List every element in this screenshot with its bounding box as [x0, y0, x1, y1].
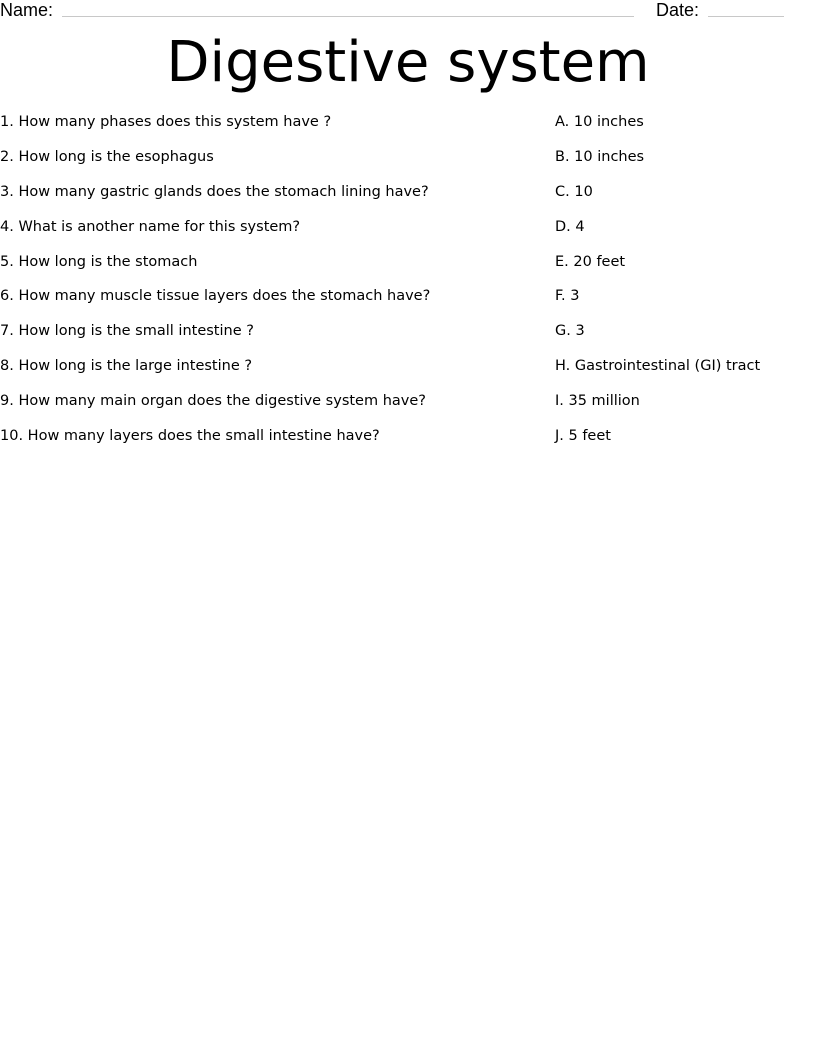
question-text: 3. How many gastric glands does the stomach lining have?: [0, 183, 429, 200]
list-item: [0, 356, 816, 391]
worksheet-header: [0, 0, 816, 22]
page-title: Digestive system: [166, 30, 650, 95]
question-text: 6. How many muscle tissue layers does the stomach have?: [0, 288, 431, 305]
list-item: [0, 112, 816, 147]
question-text: 1. How many phases does this system have ?: [0, 114, 332, 130]
question-text: 10. How many layers does the small intestine have?: [0, 428, 380, 445]
matching-list: [0, 112, 816, 461]
date-label: Date:: [656, 0, 700, 20]
list-item: [0, 147, 816, 182]
list-item: [0, 252, 816, 287]
question-text: 5. How long is the stomach: [0, 253, 198, 270]
answer-option: E. 20 feet: [555, 253, 626, 270]
answer-option: I. 35 million: [555, 393, 640, 410]
list-item: [0, 426, 816, 461]
answer-option: A. 10 inches: [555, 114, 644, 130]
list-item: [0, 286, 816, 321]
question-text: 9. How many main organ does the digestive system have?: [0, 393, 426, 410]
name-field-line: [62, 16, 634, 17]
question-text: 2. How long is the esophagus: [0, 148, 214, 165]
question-text: 8. How long is the large intestine ?: [0, 358, 253, 375]
list-item: [0, 391, 816, 426]
date-field-line: [708, 16, 784, 17]
question-text: 7. How long is the small intestine ?: [0, 323, 254, 340]
list-item: [0, 217, 816, 252]
question-text: 4. What is another name for this system?: [0, 218, 301, 235]
list-item: [0, 182, 816, 217]
answer-option: F. 3: [555, 288, 580, 305]
answer-option: J. 5 feet: [555, 428, 611, 445]
answer-option: H. Gastrointestinal (GI) tract: [555, 358, 761, 375]
answer-option: C. 10: [555, 183, 593, 200]
answer-option: G. 3: [555, 323, 585, 340]
list-item: [0, 321, 816, 356]
answer-option: D. 4: [555, 218, 585, 235]
name-label: Name:: [0, 0, 54, 20]
answer-option: B. 10 inches: [555, 148, 645, 165]
